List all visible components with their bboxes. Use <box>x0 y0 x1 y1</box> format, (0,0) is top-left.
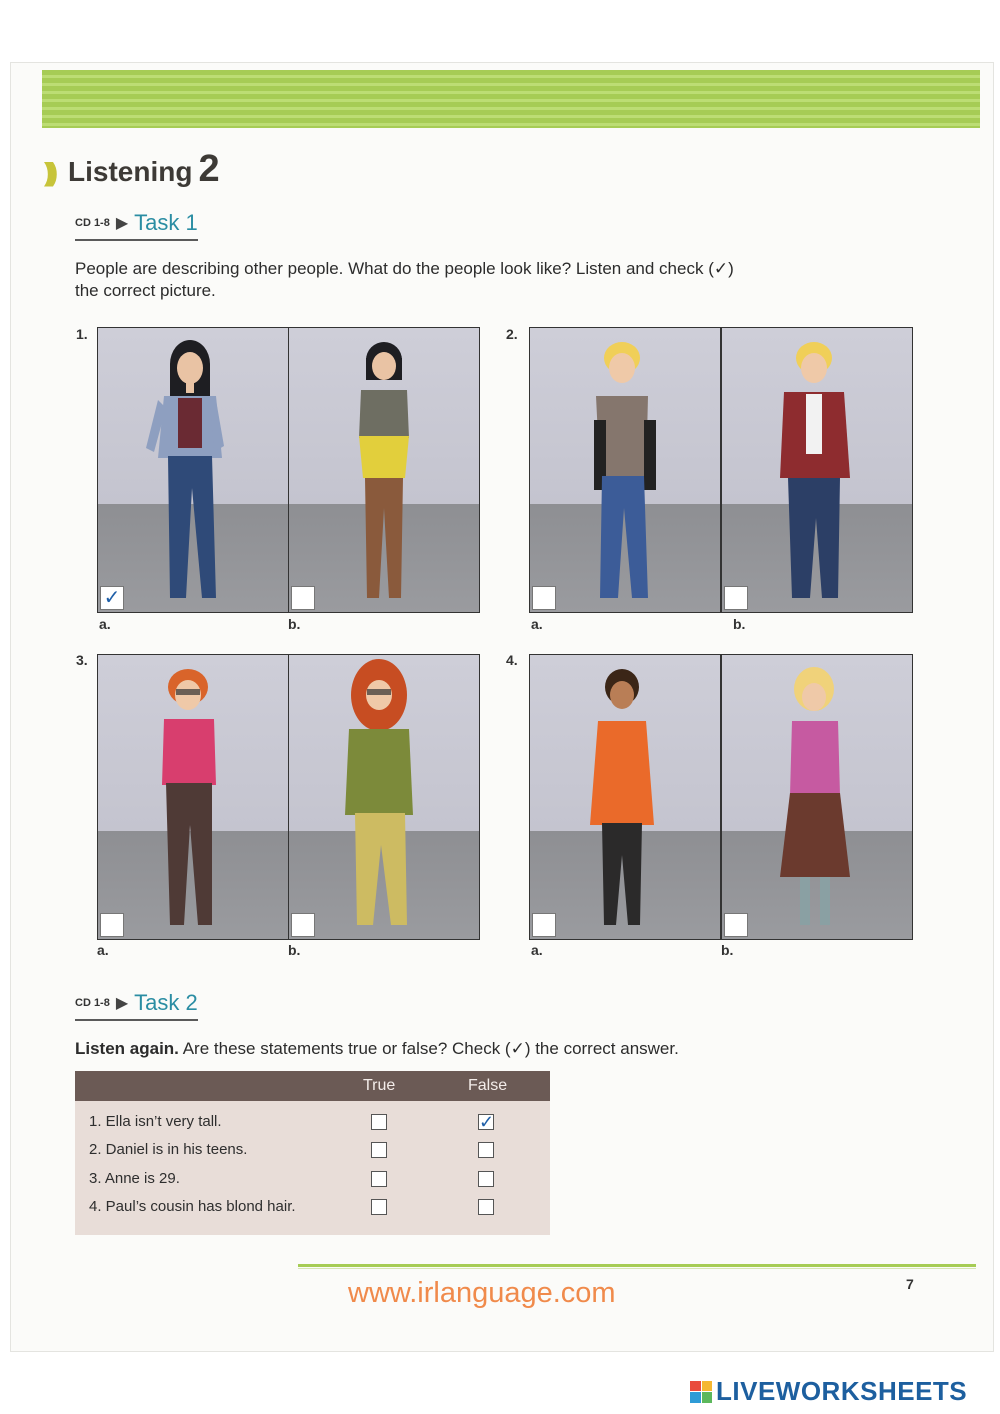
statement-text: 4. Paul’s cousin has blond hair. <box>89 1198 296 1215</box>
instruction-emphasis: Listen again. <box>75 1039 179 1058</box>
picture-3b <box>288 654 480 940</box>
woman-illustration <box>722 655 912 939</box>
statement-text: 1. Ella isn’t very tall. <box>89 1113 222 1130</box>
picture-2a <box>529 327 721 613</box>
instruction-line: People are describing other people. What do the people look like? Listen and check (✓) <box>75 259 734 278</box>
task2-label <box>75 990 198 1021</box>
sound-waves-icon: ))) <box>44 157 52 187</box>
true-checkbox[interactable] <box>371 1114 387 1130</box>
boy-illustration <box>722 328 912 612</box>
option-label: b. <box>733 616 746 632</box>
option-label: a. <box>531 616 543 632</box>
footer-rule <box>298 1264 976 1267</box>
option-label: b. <box>288 942 301 958</box>
task1-instruction <box>75 258 845 302</box>
picture-1a <box>97 327 289 613</box>
answer-checkbox[interactable] <box>724 913 748 937</box>
false-checkbox[interactable]: ✓ <box>479 1112 495 1132</box>
instruction-line: the correct picture. <box>75 281 216 300</box>
woman-illustration <box>289 328 479 612</box>
task2-title: Task 2 <box>134 990 198 1015</box>
play-arrow-icon: ▶ <box>115 215 129 232</box>
answer-checkbox[interactable] <box>532 586 556 610</box>
picture-2b <box>721 327 913 613</box>
column-true: True <box>363 1077 396 1094</box>
section-heading <box>44 148 220 191</box>
woman-illustration <box>289 655 479 939</box>
liveworksheets-logo-icon <box>690 1381 712 1403</box>
option-label: b. <box>721 942 734 958</box>
answer-checkbox[interactable]: ✓ <box>100 586 124 610</box>
section-number: 2 <box>198 148 220 190</box>
item-number: 3. <box>76 652 88 668</box>
picture-3a <box>97 654 289 940</box>
table-row <box>75 1136 550 1164</box>
true-checkbox[interactable] <box>371 1142 387 1158</box>
option-label: a. <box>531 942 543 958</box>
answer-checkbox[interactable] <box>291 586 315 610</box>
table-row <box>75 1193 550 1221</box>
false-checkbox[interactable] <box>478 1199 494 1215</box>
item-number: 2. <box>506 326 518 342</box>
section-title: Listening <box>67 156 193 187</box>
false-checkbox[interactable] <box>478 1171 494 1187</box>
woman-illustration <box>98 328 288 612</box>
play-arrow-icon: ▶ <box>115 995 129 1012</box>
column-false: False <box>468 1077 508 1094</box>
picture-4a <box>529 654 721 940</box>
footer-rule-thin <box>298 1268 976 1269</box>
cd-track-label: CD 1-8 <box>75 217 110 229</box>
woman-illustration <box>530 655 720 939</box>
true-checkbox[interactable] <box>371 1199 387 1215</box>
table-row <box>75 1108 550 1136</box>
table-header <box>75 1071 550 1101</box>
item-number: 1. <box>76 326 88 342</box>
answer-checkbox[interactable] <box>291 913 315 937</box>
task2-instruction <box>75 1038 845 1060</box>
answer-checkbox[interactable] <box>532 913 556 937</box>
option-label: a. <box>97 942 109 958</box>
false-checkbox[interactable] <box>478 1142 494 1158</box>
option-label: b. <box>288 616 301 632</box>
source-url[interactable]: www.irlanguage.com <box>348 1277 616 1309</box>
page-number: 7 <box>906 1276 914 1292</box>
brand-footer <box>690 1376 967 1407</box>
answer-checkbox[interactable] <box>724 586 748 610</box>
option-label: a. <box>99 616 111 632</box>
picture-1b <box>288 327 480 613</box>
task1-label <box>75 210 198 241</box>
instruction-text: Are these statements true or false? Check (✓) the correct answer. <box>178 1039 679 1058</box>
true-checkbox[interactable] <box>371 1171 387 1187</box>
cd-track-label: CD 1-8 <box>75 997 110 1009</box>
table-row <box>75 1165 550 1193</box>
statement-text: 2. Daniel is in his teens. <box>89 1141 248 1158</box>
item-number: 4. <box>506 652 518 668</box>
header-stripe <box>42 70 980 128</box>
answer-checkbox[interactable] <box>100 913 124 937</box>
statement-text: 3. Anne is 29. <box>89 1170 180 1187</box>
boy-illustration <box>530 328 720 612</box>
brand-name: LIVEWORKSHEETS <box>716 1376 968 1406</box>
picture-4b <box>721 654 913 940</box>
true-false-table <box>75 1071 550 1235</box>
task1-title: Task 1 <box>134 210 198 235</box>
woman-illustration <box>98 655 288 939</box>
